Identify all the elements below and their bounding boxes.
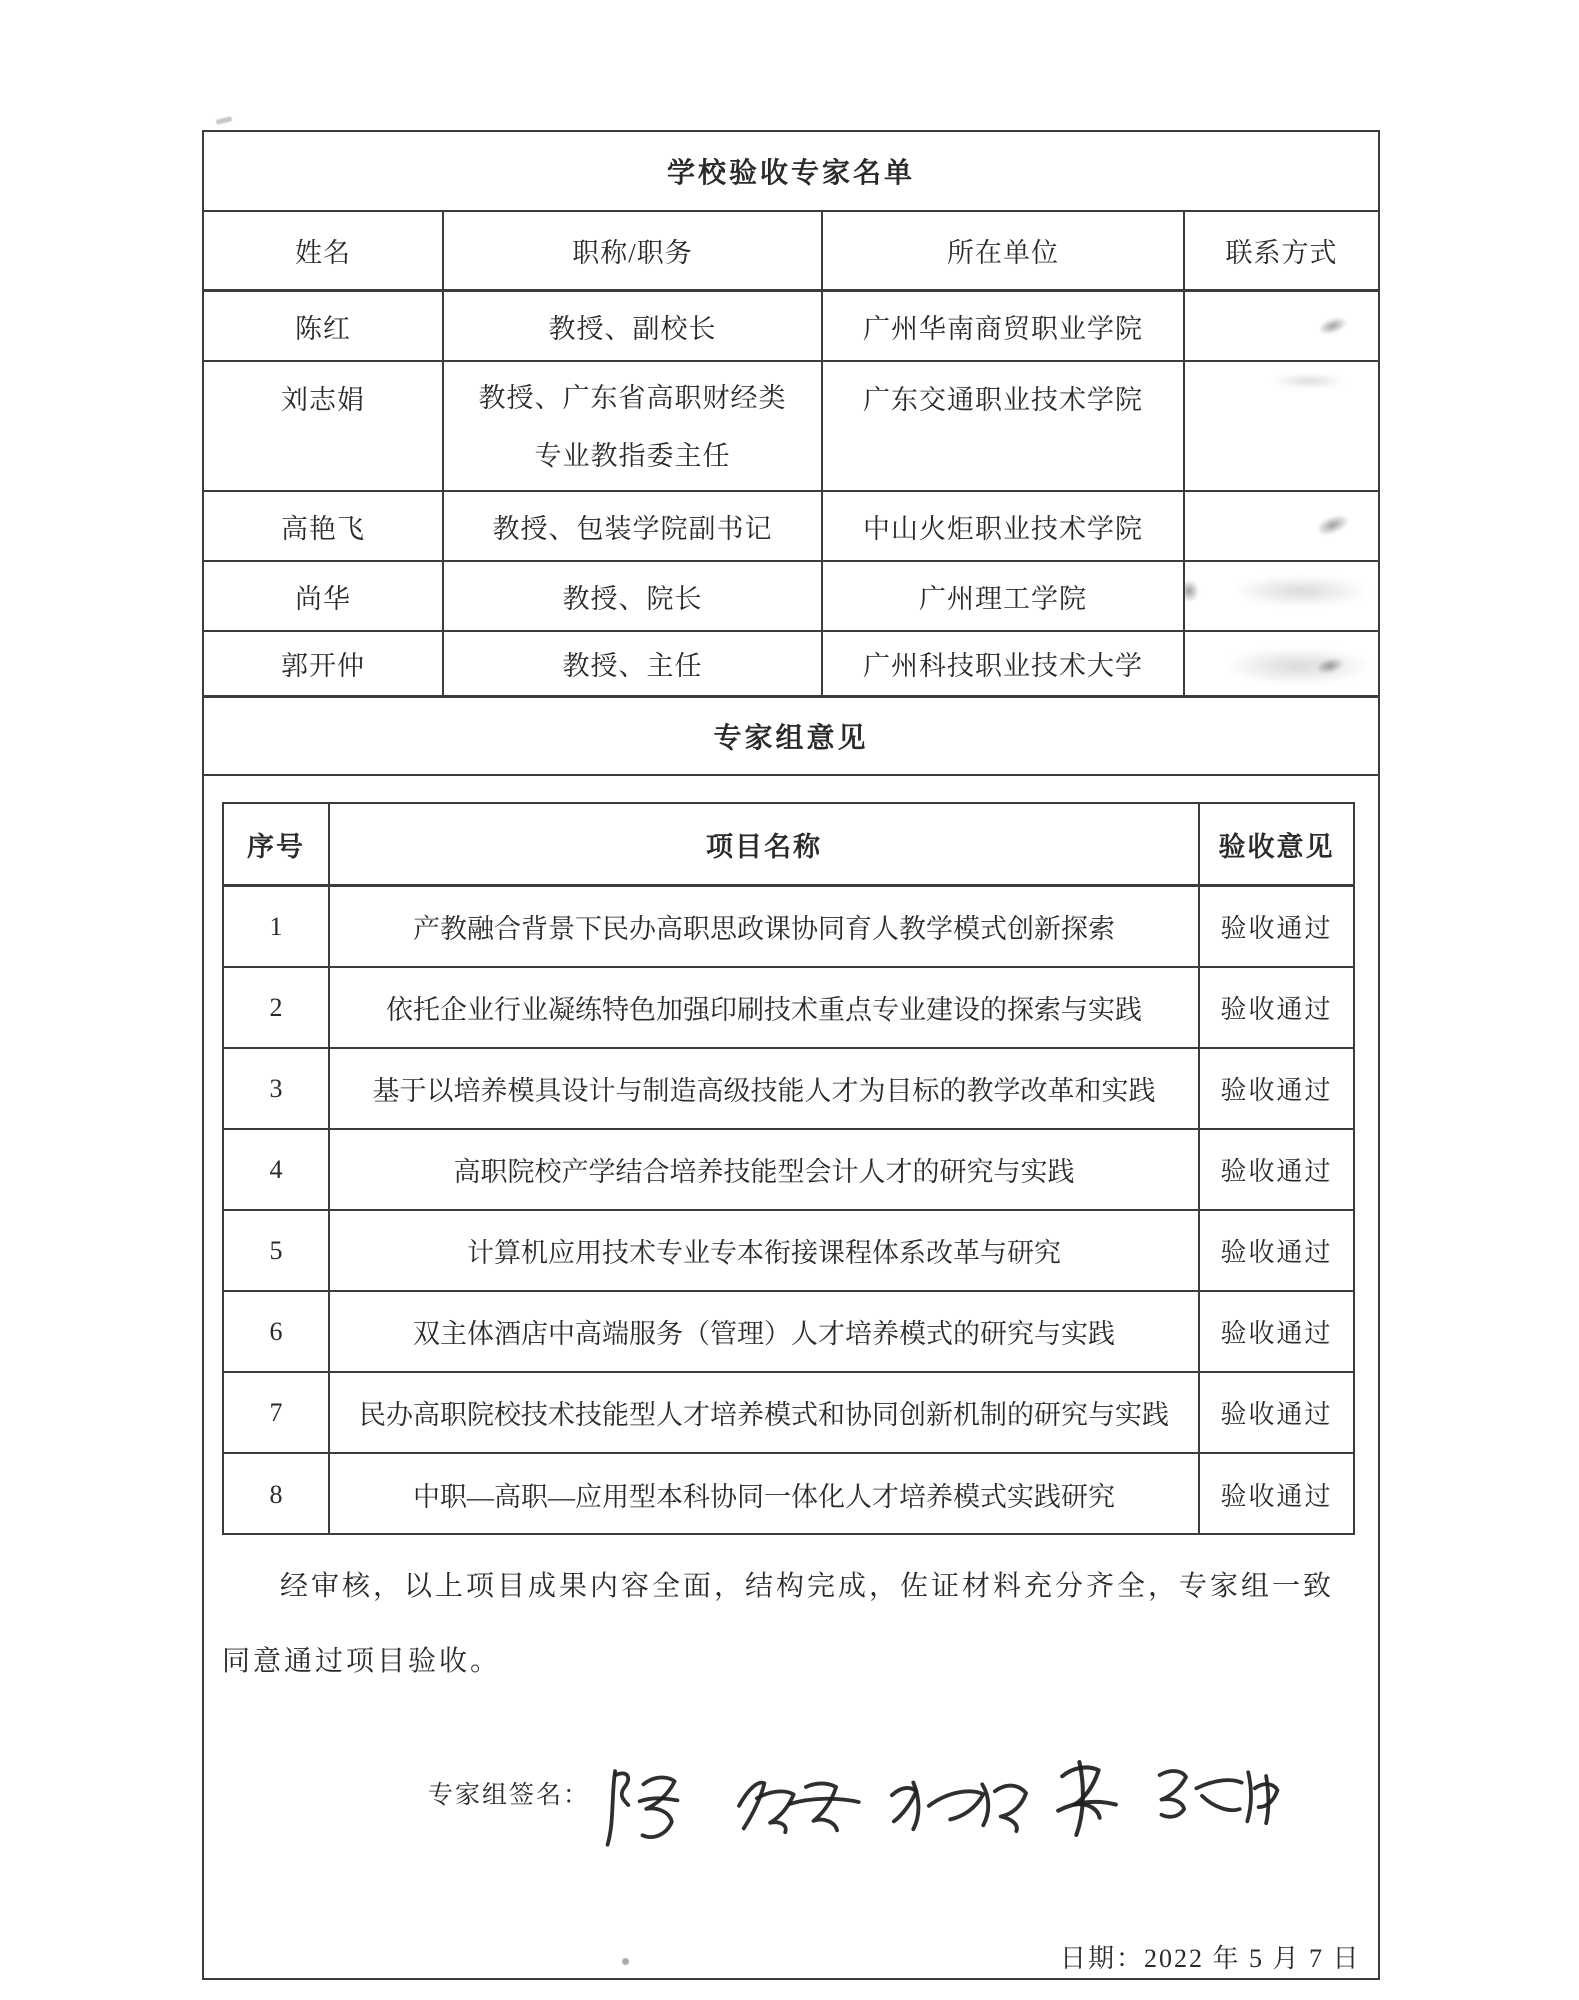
expert-contact-redacted [1185,562,1378,630]
project-row [224,1211,1353,1292]
expert-org: 广州理工学院 [823,562,1185,630]
redacted-contact-smudge [1236,576,1366,606]
form-title-row [204,132,1378,212]
header-no: 序号 [224,804,330,884]
header-project-name: 项目名称 [330,804,1200,884]
expert-org: 广州科技职业技术大学 [823,632,1185,695]
expert-row [204,562,1378,632]
header-acceptance-opinion: 验收意见 [1218,831,1335,862]
project-opinion: 验收通过 [1220,914,1333,943]
project-name: 计算机应用技术专业专本衔接课程体系改革与研究 [330,1211,1200,1290]
expert-name: 尚华 [204,562,444,630]
project-name: 中职—高职—应用型本科协同一体化人才培养模式实践研究 [330,1454,1200,1535]
expert-title: 教授、院长 [444,562,823,630]
project-no: 6 [224,1292,330,1371]
project-opinion: 验收通过 [1220,1400,1333,1429]
project-opinion: 验收通过 [1220,1238,1333,1267]
header-contact: 联系方式 [1225,238,1338,268]
expert-title [444,362,823,490]
form-title: 学校验收专家名单 [666,158,915,189]
expert-org: 中山火炬职业技术学院 [823,492,1185,560]
expert-title: 教授、主任 [444,632,823,695]
expert-row [204,492,1378,562]
expert-contact-redacted [1185,492,1378,560]
project-row [224,887,1353,968]
expert-name: 刘志娟 [204,362,444,490]
expert-title-line2: 专业教指委主任 [534,441,731,471]
project-no: 1 [224,887,330,966]
conclusion-line-1: 经审核，以上项目成果内容全面，结构完成，佐证材料充分齐全，专家组一致 [280,1571,1335,1602]
signature-label: 专家组签名： [428,1782,591,1809]
project-opinion: 验收通过 [1220,1076,1333,1105]
project-no: 4 [224,1130,330,1209]
project-row [224,1373,1353,1454]
project-table-header-row [224,804,1353,887]
acceptance-form-table [202,130,1380,1980]
expert-org: 广州华南商贸职业学院 [823,292,1185,360]
header-org: 所在单位 [823,212,1185,289]
project-name: 产教融合背景下民办高职思政课协同育人教学模式创新探索 [330,887,1200,966]
header-name: 姓名 [204,212,444,289]
project-name: 依托企业行业凝练特色加强印刷技术重点专业建设的探索与实践 [330,968,1200,1047]
expert-table-header-row [204,212,1378,292]
signature-shang-hua [1049,1754,1125,1840]
project-row [224,1454,1353,1535]
scan-artifact-dot [622,1958,629,1965]
redacted-contact-smudge [1185,580,1199,602]
expert-name: 高艳飞 [204,492,444,560]
expert-contact-redacted [1185,632,1378,695]
expert-name: 郭开仲 [204,632,444,695]
project-row [224,968,1353,1049]
signature-gao-yanfei [724,1770,869,1836]
redacted-contact-smudge [1318,314,1349,337]
signature-chen-hong [600,1762,685,1850]
expert-title: 教授、包装学院副书记 [444,492,823,560]
project-opinion: 验收通过 [1220,995,1333,1024]
expert-contact-redacted [1185,362,1378,490]
expert-name: 陈红 [204,292,444,360]
expert-contact-redacted [1185,292,1378,360]
signature-guo-kaizhong [1144,1760,1294,1826]
signature-liu-zhijuan [879,1766,1039,1834]
redacted-contact-smudge [1316,511,1352,539]
scan-artifact-corner-tick [216,116,233,125]
project-name: 高职院校产学结合培养技能型会计人才的研究与实践 [330,1130,1200,1209]
expert-row [204,292,1378,362]
conclusion-line-2: 同意通过项目验收。 [222,1646,502,1677]
expert-title-line1: 教授、广东省高职财经类 [478,383,787,413]
project-opinion: 验收通过 [1220,1482,1333,1511]
project-no: 7 [224,1373,330,1452]
header-title: 职称/职务 [444,212,823,289]
project-opinion: 验收通过 [1220,1319,1333,1348]
redacted-contact-smudge [1228,648,1368,684]
expert-org: 广东交通职业技术学院 [823,362,1185,490]
opinion-section-heading-row [204,698,1378,776]
expert-title: 教授、副校长 [444,292,823,360]
project-row [224,1049,1353,1130]
project-row [224,1130,1353,1211]
project-name: 双主体酒店中高端服务（管理）人才培养模式的研究与实践 [330,1292,1200,1371]
project-row [224,1292,1353,1373]
project-name: 基于以培养模具设计与制造高级技能人才为目标的教学改革和实践 [330,1049,1200,1128]
project-opinion: 验收通过 [1220,1157,1333,1186]
expert-row [204,632,1378,698]
project-acceptance-table [222,802,1355,1535]
project-no: 3 [224,1049,330,1128]
project-no: 8 [224,1454,330,1535]
expert-row [204,362,1378,492]
date-line: 日期：2022 年 5 月 7 日 [1060,1944,1361,1973]
redacted-contact-smudge [1317,655,1346,676]
project-no: 5 [224,1211,330,1290]
redacted-contact-smudge [1274,374,1344,388]
project-no: 2 [224,968,330,1047]
opinion-section-heading: 专家组意见 [713,723,869,754]
project-name: 民办高职院校技术技能型人才培养模式和协同创新机制的研究与实践 [330,1373,1200,1452]
